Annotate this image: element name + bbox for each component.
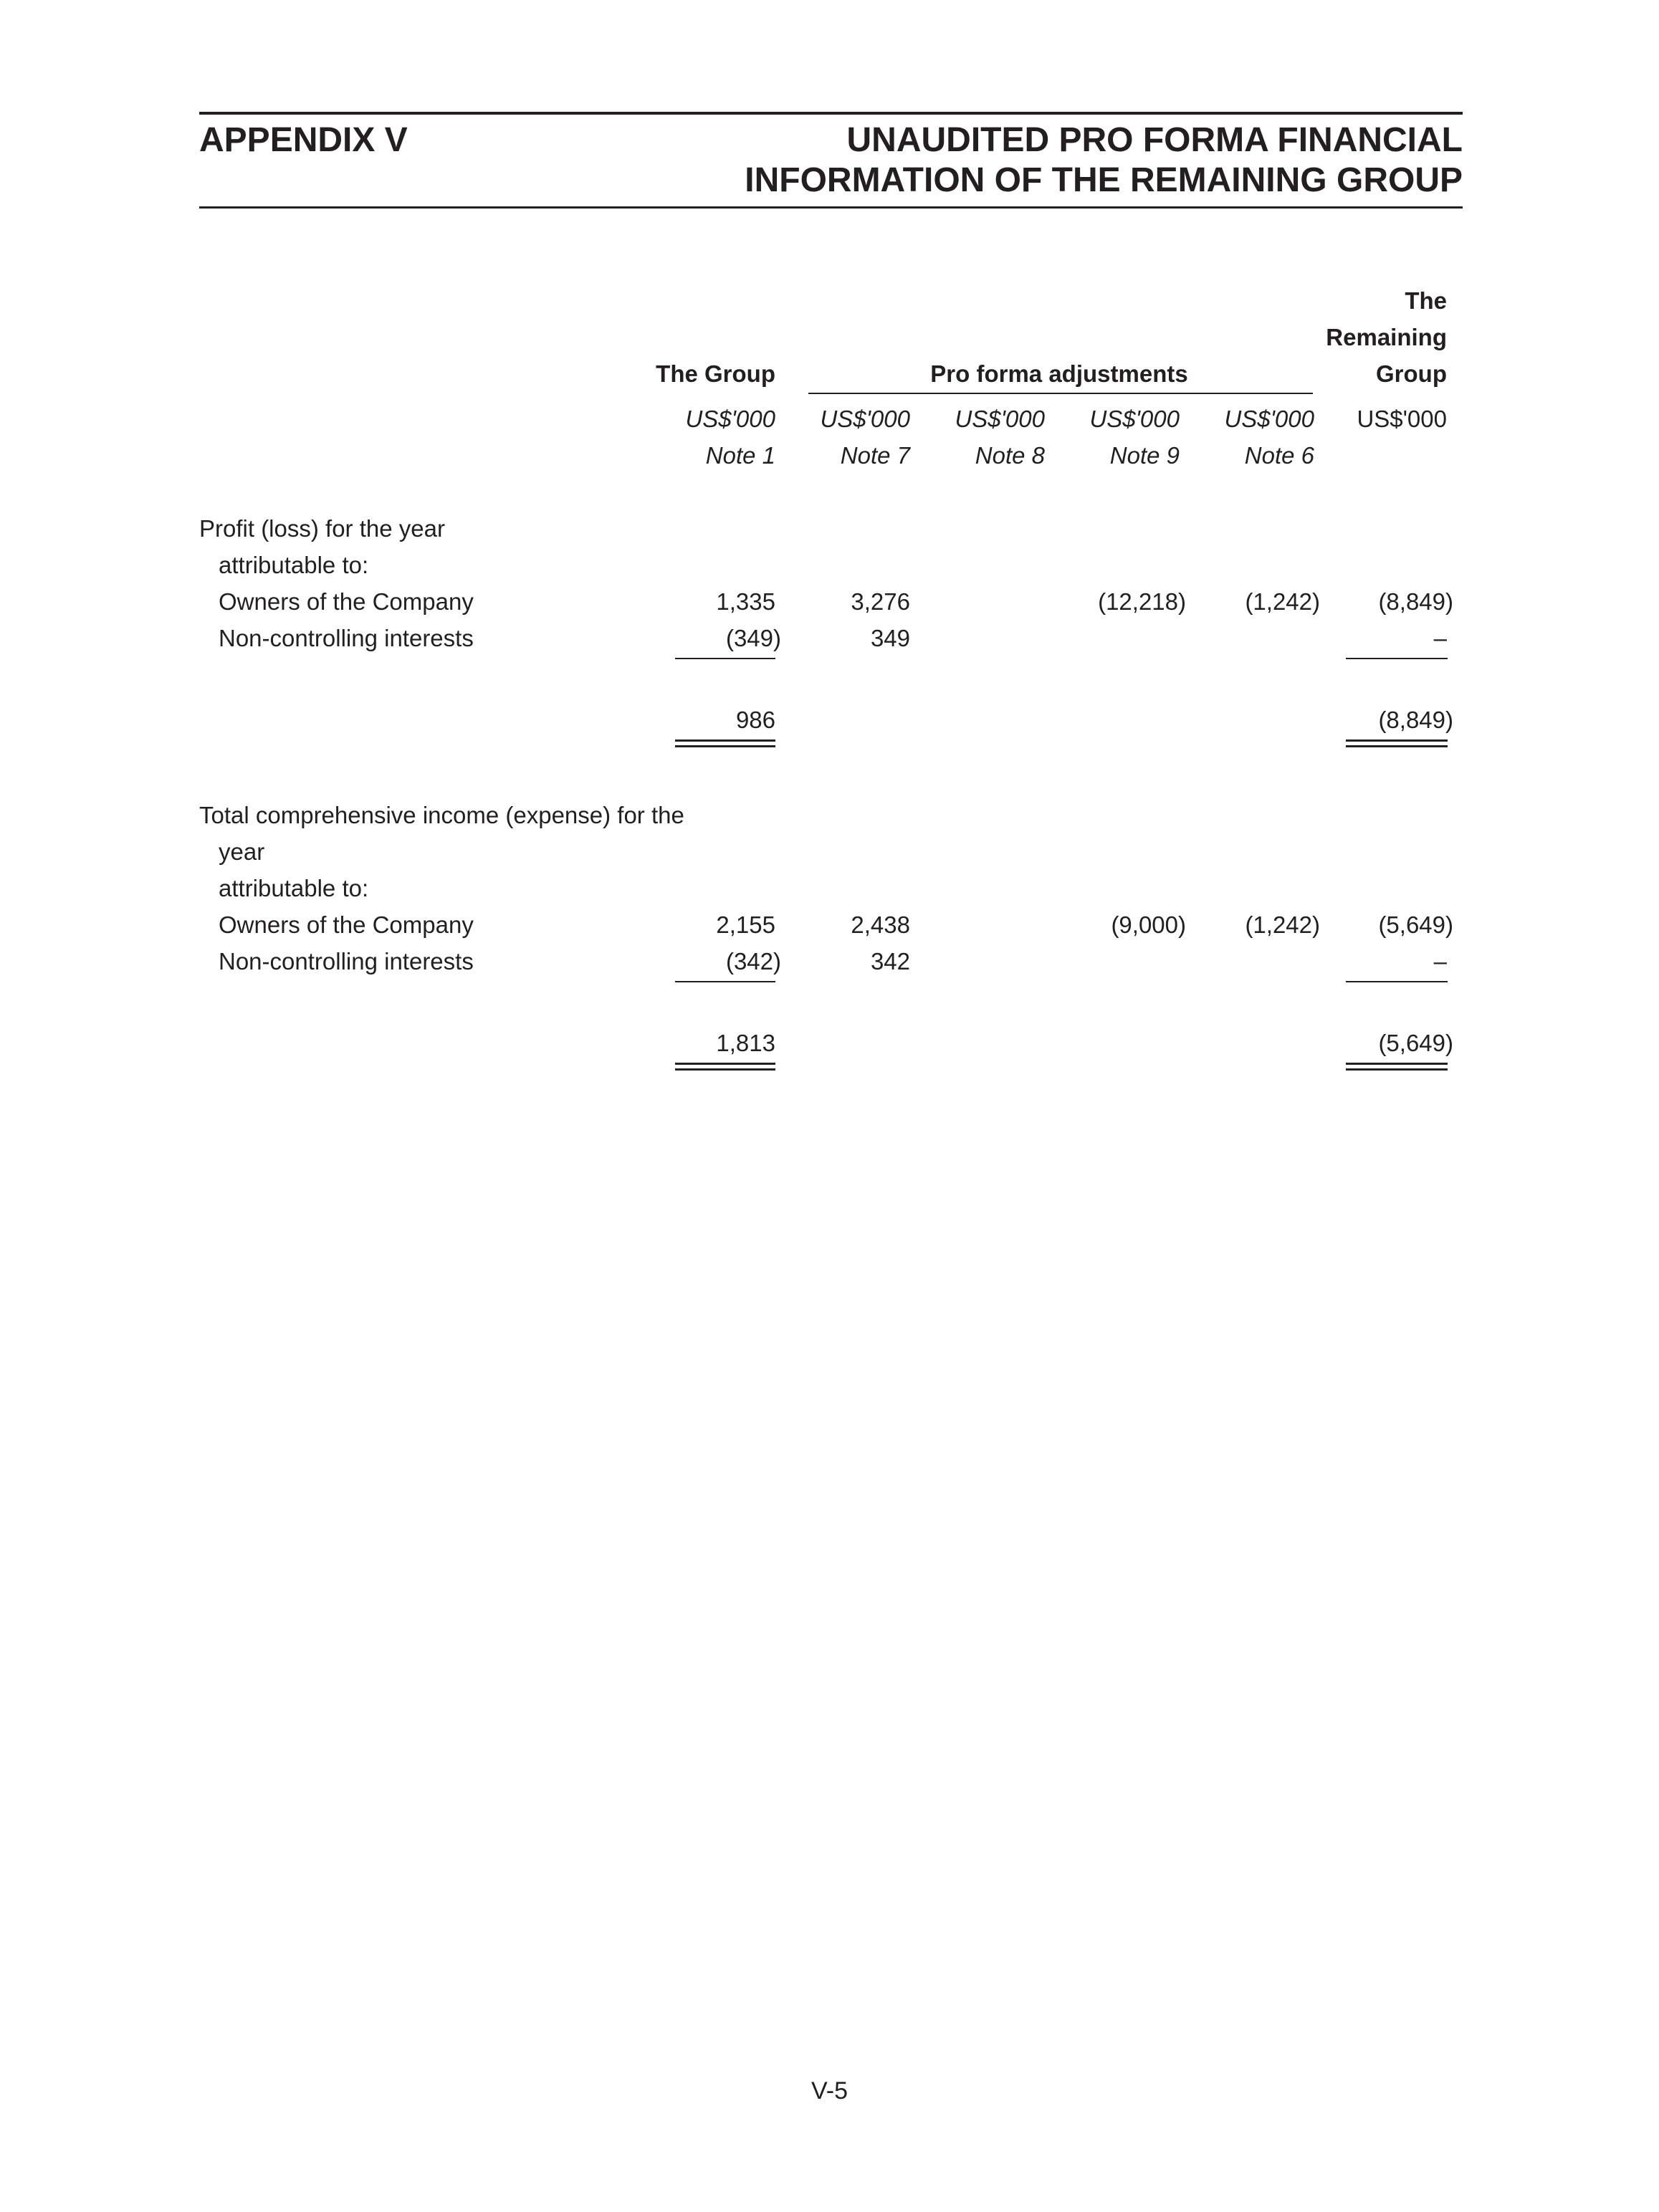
adjustments-underline	[808, 393, 1313, 394]
note-col6: Note 6	[1244, 442, 1314, 469]
section2-total-remaining: (5,649)	[1378, 1030, 1453, 1056]
note-col7: Note 7	[840, 442, 910, 469]
col-header-remaining-1: The	[1405, 287, 1447, 314]
unit-note7: US$'000	[820, 406, 910, 432]
section2-group-total-double-rule	[675, 1063, 775, 1071]
unit-note9: US$'000	[1089, 406, 1180, 432]
unit-note8: US$'000	[955, 406, 1045, 432]
section2-owners-note9: (9,000)	[1111, 911, 1186, 938]
section2-row-owners-label: Owners of the Company	[219, 911, 474, 938]
section1-total-remaining: (8,849)	[1378, 707, 1453, 733]
note-col9: Note 9	[1109, 442, 1180, 469]
section2-subtitle: attributable to:	[219, 875, 369, 901]
header-top-rule	[199, 112, 1463, 115]
section2-owners-note7: 2,438	[851, 911, 910, 938]
header-bottom-rule	[199, 206, 1463, 209]
section1-nci-remaining: –	[1433, 625, 1447, 651]
section2-row-nci-label: Non-controlling interests	[219, 948, 474, 975]
section1-row-owners-label: Owners of the Company	[219, 588, 474, 615]
section2-remaining-total-double-rule	[1346, 1063, 1448, 1071]
section2-title: Total comprehensive income (expense) for the	[199, 802, 684, 828]
page-number: V-5	[811, 2077, 848, 2105]
section2-owners-note6: (1,242)	[1245, 911, 1320, 938]
section2-nci-remaining: –	[1433, 948, 1447, 975]
section2-nci-note7: 342	[870, 948, 910, 975]
section1-group-subtotal-rule	[675, 658, 775, 659]
section1-group-total-double-rule	[675, 739, 775, 747]
section1-owners-group: 1,335	[716, 588, 775, 615]
section1-title: Profit (loss) for the year	[199, 515, 445, 542]
section1-row-nci-label: Non-controlling interests	[219, 625, 474, 651]
section2-total-group: 1,813	[716, 1030, 775, 1056]
unit-remaining: US$'000	[1357, 406, 1447, 432]
col-header-remaining-3: Group	[1376, 360, 1447, 387]
section1-remaining-total-double-rule	[1346, 739, 1448, 747]
section1-nci-note7: 349	[870, 625, 910, 651]
section1-nci-group: (349)	[725, 625, 781, 651]
section2-title-cont: year	[219, 838, 265, 865]
section1-owners-note7: 3,276	[851, 588, 910, 615]
col-header-remaining-2: Remaining	[1326, 324, 1447, 350]
section1-remaining-subtotal-rule	[1346, 658, 1448, 659]
note-group: Note 1	[705, 442, 775, 469]
document-title-line2: INFORMATION OF THE REMAINING GROUP	[745, 161, 1463, 199]
section1-owners-note6: (1,242)	[1245, 588, 1320, 615]
section2-group-subtotal-rule	[675, 981, 775, 982]
appendix-label: APPENDIX V	[199, 121, 408, 159]
note-col8: Note 8	[975, 442, 1045, 469]
section1-owners-note9: (12,218)	[1098, 588, 1186, 615]
unit-note6: US$'000	[1224, 406, 1314, 432]
document-title-line1: UNAUDITED PRO FORMA FINANCIAL	[846, 121, 1463, 159]
section1-owners-remaining: (8,849)	[1378, 588, 1453, 615]
col-header-adjustments: Pro forma adjustments	[930, 360, 1188, 387]
unit-group: US$'000	[685, 406, 775, 432]
section2-owners-group: 2,155	[716, 911, 775, 938]
section2-remaining-subtotal-rule	[1346, 981, 1448, 982]
section2-owners-remaining: (5,649)	[1378, 911, 1453, 938]
section1-total-group: 986	[735, 707, 775, 733]
col-header-group: The Group	[656, 360, 775, 387]
section2-nci-group: (342)	[725, 948, 781, 975]
section1-subtitle: attributable to:	[219, 552, 369, 578]
